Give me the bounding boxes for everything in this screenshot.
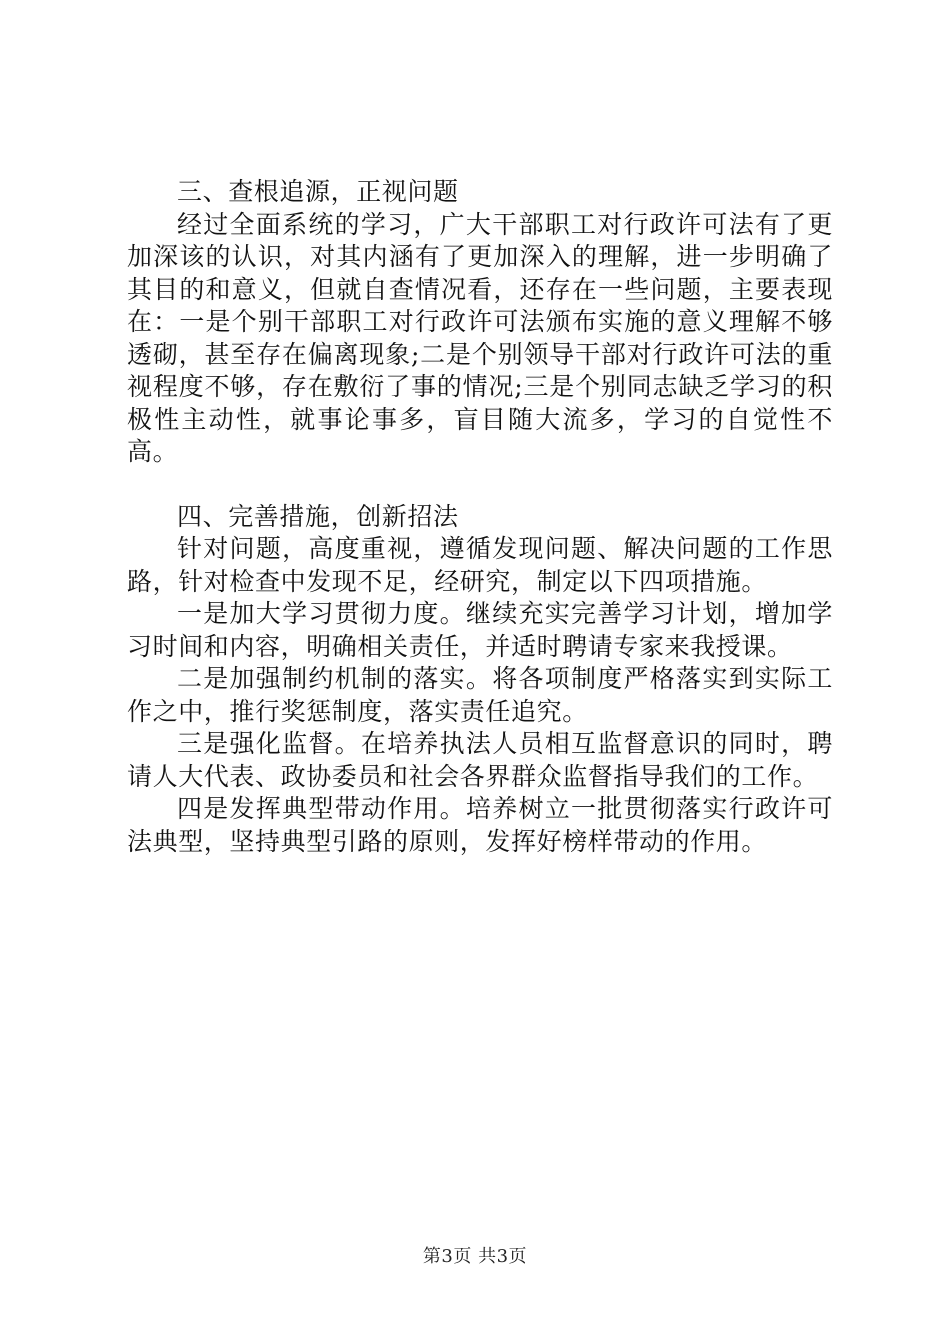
section-4-measure-4: 四是发挥典型带动作用。培养树立一批贯彻落实行政许可法典型，坚持典型引路的原则，发挥好榜样带动的作用。 — [127, 794, 833, 856]
section-3-paragraph-1: 经过全面系统的学习，广大干部职工对行政许可法有了更加深该的认识，对其内涵有了更加深入的理解，进一步明确了其目的和意义，但就自查情况看，还存在一些问题，主要表现在：一是个别干部职工对行政许可法颁布实施的意义理解不够透砌，甚至存在偏离现象;二是个别领导干部对行政许可法的重视程度不够，存在敷衍了事的情况;三是个别同志缺乏学习的积极性主动性，就事论事多，盲目随大流多，学习的自觉性不高。 — [127, 209, 833, 466]
section-3 — [127, 176, 833, 469]
section-4-paragraph-1: 针对问题，高度重视，遵循发现问题、解决问题的工作思路，针对检查中发现不足，经研究，制定以下四项措施。 — [127, 534, 833, 596]
section-4-heading: 四、完善措施，创新招法 — [177, 501, 459, 531]
section-4-measure-3: 三是强化监督。在培养执法人员相互监督意识的同时，聘请人大代表、政协委员和社会各界群众监督指导我们的工作。 — [127, 729, 833, 791]
section-3-heading: 三、查根追源，正视问题 — [177, 177, 459, 206]
section-4-measure-1: 一是加大学习贯彻力度。继续充实完善学习计划，增加学习时间和内容，明确相关责任，并适时聘请专家来我授课。 — [127, 599, 833, 661]
section-4 — [127, 501, 833, 859]
page-footer: 第3页 共3页 — [422, 1246, 528, 1267]
section-spacer — [127, 469, 833, 501]
document-body — [127, 176, 833, 858]
section-4-measure-2: 二是加强制约机制的落实。将各项制度严格落实到实际工作之中，推行奖惩制度，落实责任追究。 — [127, 664, 833, 726]
